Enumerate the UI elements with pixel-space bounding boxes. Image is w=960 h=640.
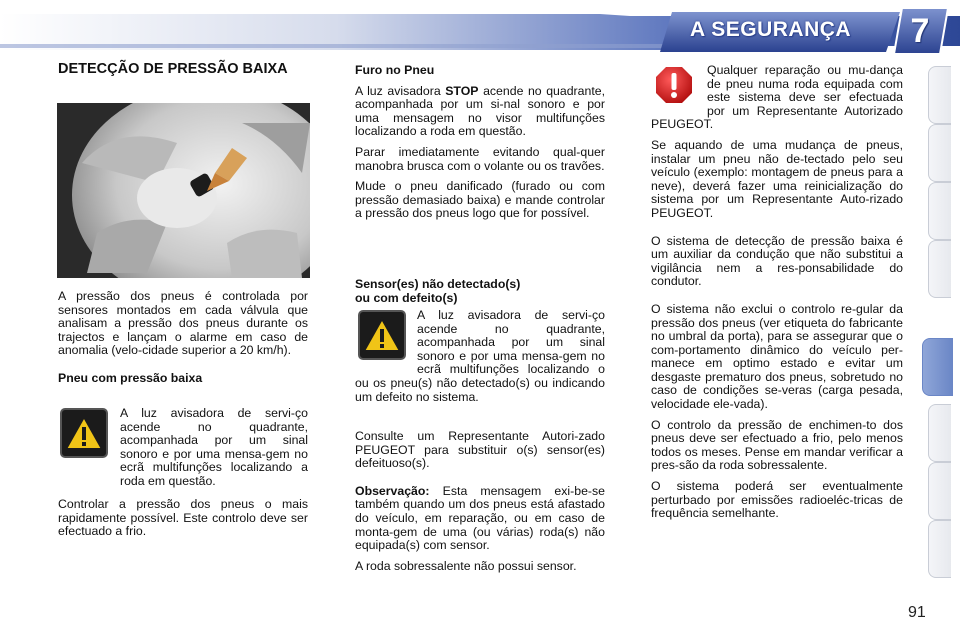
- low-pressure-text: A luz avisadora de servi-ço acende no quadrante, acompanhada por um sinal sonoro e por uma mensa-gem no ecrã multifunções localizando a roda em questão.: [120, 406, 308, 488]
- sensor-text-content: A luz avisadora de servi-ço acende no quadrante, acompanhada por um sinal sonoro e por uma mensa-gem no ecrã multifunções localizando o ou os pneu(s) não detectado(s) ou indicando um defeito no sistema.: [355, 308, 605, 404]
- left-column: [58, 290, 308, 394]
- note-label: Observação:: [355, 483, 430, 498]
- low-pressure-action-block: [58, 498, 308, 546]
- chapter-tab[interactable]: [928, 66, 951, 124]
- low-pressure-text-block: [120, 407, 308, 496]
- chapter-tab[interactable]: [928, 462, 951, 520]
- chapter-tabs: [928, 66, 960, 576]
- puncture-paragraph-1: [355, 85, 605, 139]
- low-pressure-action: Controlar a pressão dos pneus o mais rapidamente possível. Este controlo deve ser efectuado a frio.: [58, 497, 308, 539]
- middle-column: [355, 64, 605, 228]
- regular-check-paragraph: O sistema não exclui o controlo re-gular da pressão dos pneus (ver etiqueta do fabricante no umbral da porta), para se assegurar que o com-portamento dinâmico do veículo per-manece em optimo estado e evitar um desgaste prematuro dos pneus, sobretudo no caso de condições se-veras (carga pesada, velocidade ele-vada).: [651, 301, 903, 412]
- note-paragraph: [355, 485, 605, 553]
- puncture-text-a: A luz avisadora: [355, 83, 441, 98]
- icon-wrap-spacer: [355, 309, 417, 373]
- chapter-number: 7: [910, 12, 930, 50]
- sensor-text: [355, 309, 605, 404]
- repair-paragraph: [651, 64, 903, 132]
- icon-wrap-spacer: [651, 64, 707, 118]
- chapter-tab[interactable]: [928, 520, 951, 578]
- cold-check-paragraph: O controlo da pressão de enchimen-to dos pneus deve ser efectuado a frio, pelo menos todos os meses. Pense em mandar verificar a pres-são da roda sobressalente.: [651, 417, 903, 473]
- driving-aid-paragraph: O sistema de detecção de pressão baixa é um auxiliar da condução que não substitui a vigilância nem a res-ponsabilidade do condutor.: [651, 233, 903, 289]
- puncture-paragraph-3: Mude o pneu danificado (furado ou com pressão demasiado baixa) e mande controlar a pressão dos pneus logo que for possível.: [355, 179, 605, 221]
- interference-paragraph: O sistema poderá ser eventualmente perturbado por emissões radioeléc-tricas de frequência semelhante.: [651, 479, 903, 521]
- sensor-heading-line-1: Sensor(es) não detectado(s): [355, 277, 521, 291]
- spare-wheel-paragraph: A roda sobressalente não possui sensor.: [355, 558, 577, 573]
- chapter-tab[interactable]: [928, 182, 951, 240]
- puncture-paragraph-2: Parar imediatamente evitando qual-quer manobra brusca com o volante ou os travões.: [355, 144, 605, 173]
- page-number: 91: [908, 604, 926, 621]
- tyre-valve-photo: [57, 103, 310, 278]
- right-column: [651, 64, 903, 528]
- tyre-change-paragraph: Se aquando de uma mudança de pneus, instalar um pneu não de-tectado pelo seu veículo (exemplo: montagem de pneus para a neve), deverá fazer uma reinicialização do sistema por um Representante Auto-rizado PEUGEOT.: [651, 137, 903, 220]
- intro-paragraph: A pressão dos pneus é controlada por sensores montados em cada válvula que analisam a pressão dos pneus durante os trajectos e lançam o alarme em caso de anomalia (velo-cidade superior a 20 km/h).: [58, 289, 308, 358]
- stop-label: STOP: [445, 83, 479, 98]
- puncture-text-b: acende no quadrante, acompanhada por um si-nal sonoro e por uma mensagem no visor multifunções localizando a roda em questão.: [355, 83, 605, 139]
- puncture-heading: Furo no Pneu: [355, 63, 435, 77]
- consult-paragraph: Consulte um Representante Autori-zado PEUGEOT para substituir o(s) sensor(es) defeituoso(s).: [355, 429, 605, 471]
- chapter-title: A SEGURANÇA: [690, 18, 852, 41]
- chapter-header: [0, 0, 960, 60]
- middle-lower-column: [355, 430, 605, 580]
- chapter-tab[interactable]: [928, 124, 951, 182]
- chapter-tab[interactable]: [928, 240, 951, 298]
- repair-text: Qualquer reparação ou mu-dança de pneu numa roda equipada com este sistema deve ser efectuada por um Representante Autorizado PEUGEOT.: [651, 63, 903, 132]
- chapter-tab-active[interactable]: [922, 338, 953, 396]
- section-title: DETECÇÃO DE PRESSÃO BAIXA: [58, 61, 288, 77]
- sensor-heading-line-2: ou com defeito(s): [355, 290, 458, 305]
- low-pressure-heading: Pneu com pressão baixa: [58, 370, 203, 385]
- service-warning-icon: [60, 408, 108, 458]
- note-text: Esta mensagem exi-be-se também quando um dos pneus está afastado do veículo, em reparação, ou em caso de monta-gem de uma (ou várias) roda(s) não equipada(s) com sensor.: [355, 483, 605, 553]
- sensor-text-block: [355, 309, 605, 411]
- chapter-tab[interactable]: [928, 404, 951, 462]
